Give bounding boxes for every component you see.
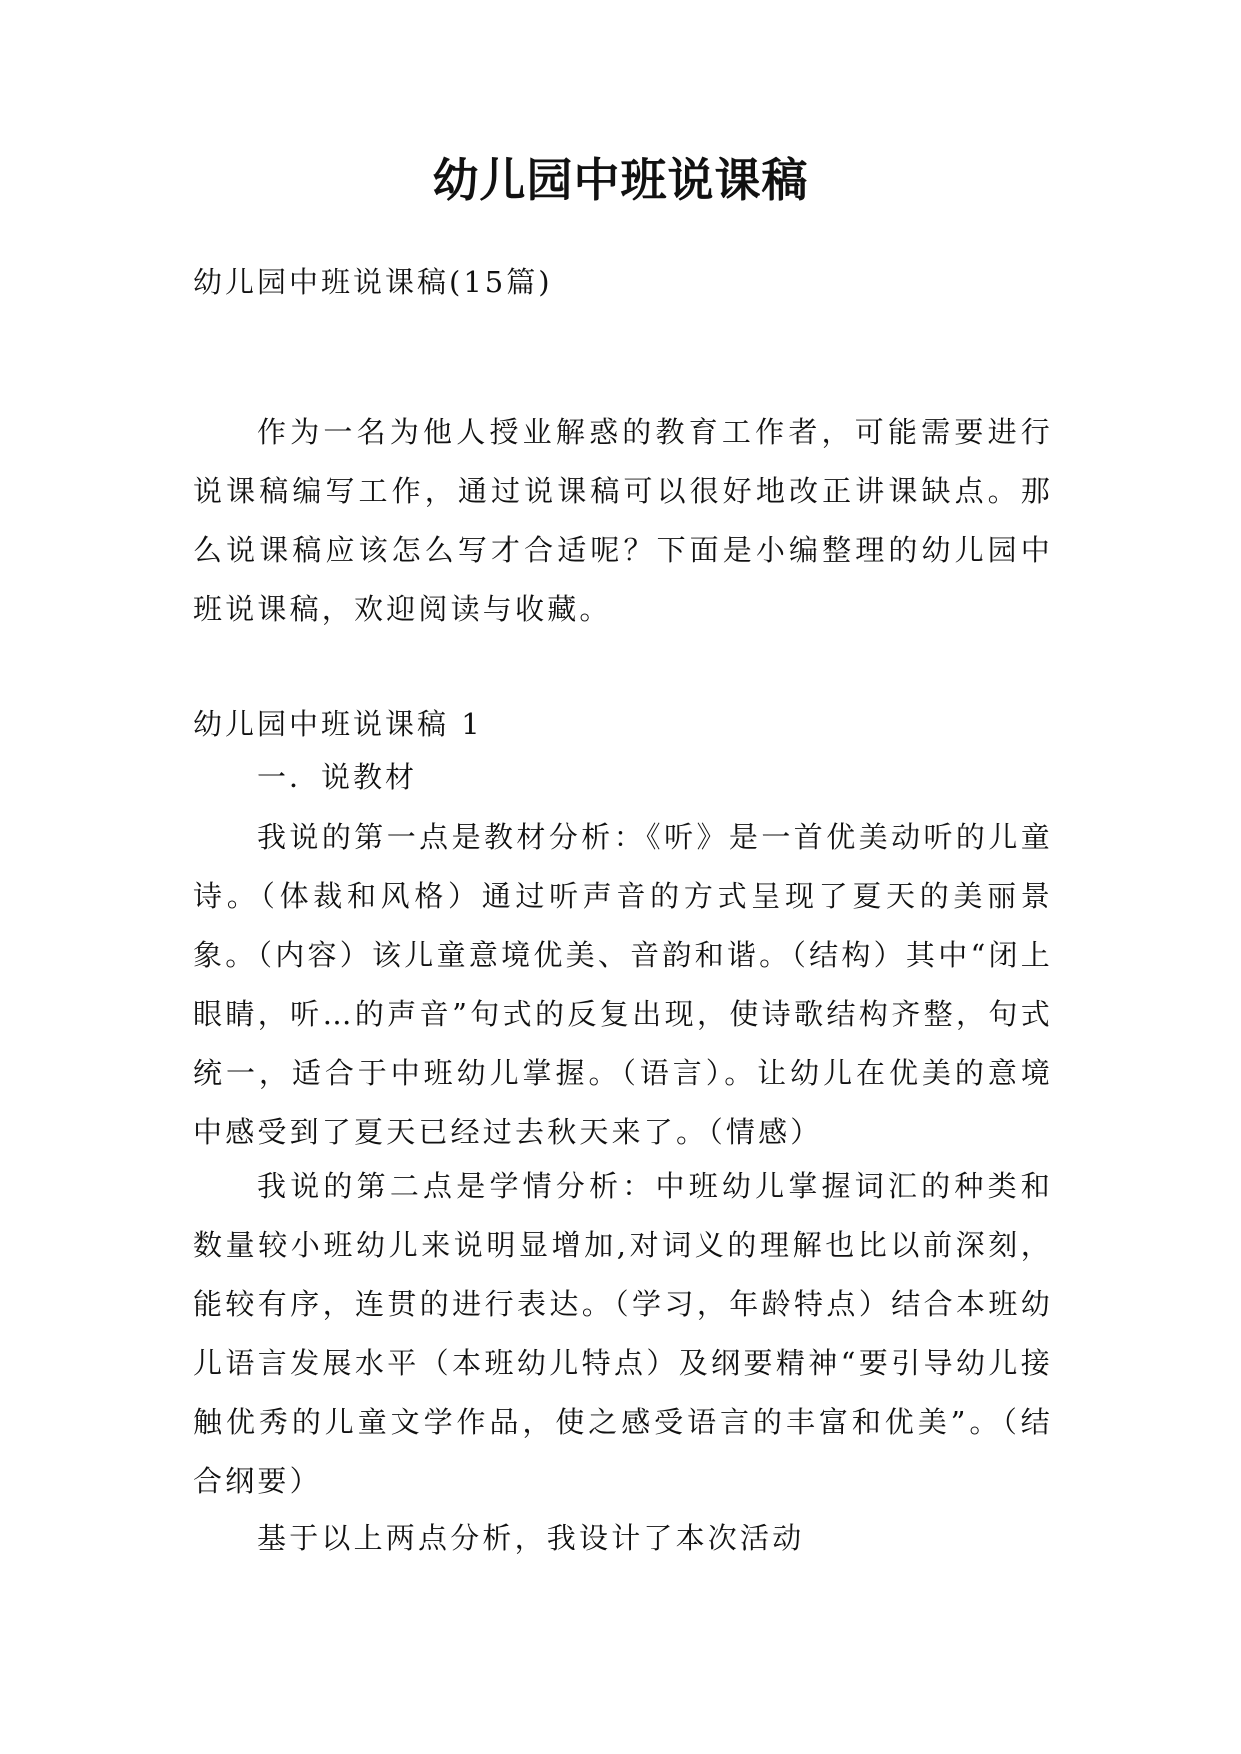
- section-heading: 幼儿园中班说课稿 1: [193, 707, 483, 741]
- body-paragraph: 我说的第一点是教材分析：《听》是一首优美动听的儿童诗。（体裁和风格）通过听声音的方式呈现了夏天的美丽景象。（内容）该儿童意境优美、音韵和谐。（结构）其中“闭上眼睛，听…的声音”句式的反复出现，使诗歌结构齐整，句式统一，适合于中班幼儿掌握。（语言）。让幼儿在优美的意境中感受到了夏天已经过去秋天来了。（情感）: [193, 820, 1053, 1149]
- body-paragraph: 我说的第二点是学情分析：中班幼儿掌握词汇的种类和数量较小班幼儿来说明显增加,对词义的理解也比以前深刻，能较有序，连贯的进行表达。（学习，年龄特点）结合本班幼儿语言发展水平（本班幼儿特点）及纲要精神“要引导幼儿接触优秀的儿童文学作品，使之感受语言的丰富和优美”。（结合纲要）: [193, 1169, 1053, 1498]
- intro-paragraph: 作为一名为他人授业解惑的教育工作者，可能需要进行说课稿编写工作，通过说课稿可以很好地改正讲课缺点。那么说课稿应该怎么写才合适呢？下面是小编整理的幼儿园中班说课稿，欢迎阅读与收藏。: [193, 415, 1053, 626]
- document-title: 幼儿园中班说课稿: [432, 153, 809, 207]
- sub-heading: 一．说教材: [257, 760, 418, 794]
- body-paragraph: 基于以上两点分析，我设计了本次活动: [257, 1521, 805, 1555]
- document-subtitle: 幼儿园中班说课稿(15篇): [193, 265, 553, 299]
